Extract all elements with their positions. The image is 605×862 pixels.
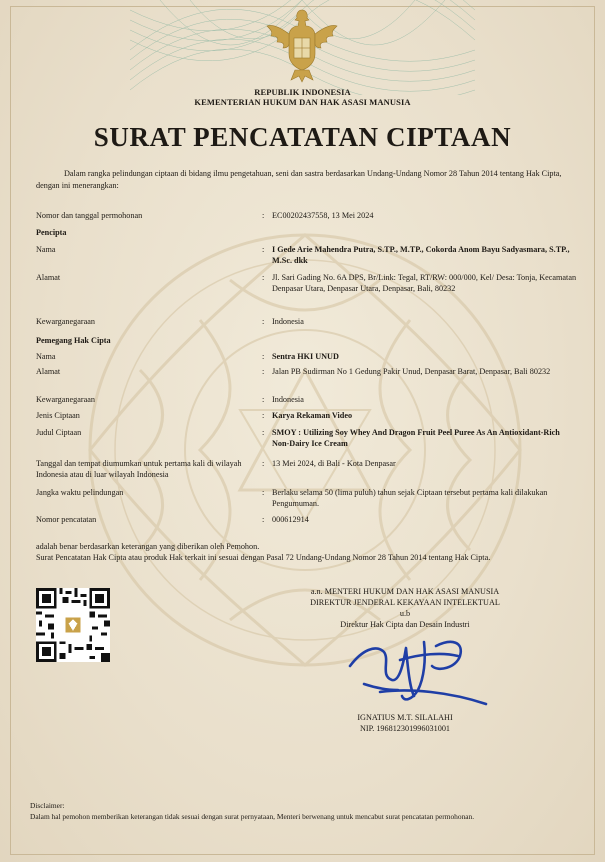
signatory-line-3: u.b [399,609,411,618]
intro-paragraph: Dalam rangka pelindungan ciptaan di bidang ilmu pengetahuan, seni dan sastra berdasarkan Undang-Undang Nomor 28 Tahun 2014 tentang Hak Cipta, dengan ini menerangkan: [36,169,562,191]
colon: : [262,273,265,282]
colon: : [262,411,265,420]
application-label: Nomor dan tanggal permohonan [36,211,143,220]
holder-nationality-value: Indonesia [272,395,304,404]
colon: : [262,395,265,404]
announcement-label: Tanggal dan tempat diumumkan untuk pertama kali di wilayah Indonesia atau di luar wilayah Indonesia [36,459,242,479]
colon: : [262,428,265,437]
creator-nationality-value: Indonesia [272,317,304,326]
disclaimer-title: Disclaimer: [30,801,65,810]
creator-name-label: Nama [36,245,56,254]
colon: : [262,245,265,254]
closing-line-1: adalah benar berdasarkan keterangan yang diberikan oleh Pemohon. [36,542,260,551]
colon: : [262,352,265,361]
signatory-line-4: Direktur Hak Cipta dan Desain Industri [340,620,470,629]
qr-code [36,588,110,662]
colon: : [262,211,265,220]
holder-section-title: Pemegang Hak Cipta [36,336,111,345]
holder-address-label: Alamat [36,367,61,376]
garuda-emblem-icon [265,4,339,84]
signatory-name: IGNATIUS M.T. SILALAHI [357,713,453,722]
colon: : [262,459,265,468]
work-type-value: Karya Rekaman Video [272,411,353,420]
creator-address-value: Jl. Sari Gading No. 6A DPS, Br/Link: Tegal, RT/RW: 000/000, Kel/ Desa: Tonja, Kecamatan Denpasar Utara, Denpasar Utara, Denpasar, Bali, 80232 [272,273,577,293]
holder-nationality-label: Kewarganegaraan [36,395,95,404]
handwritten-signature [340,630,490,710]
header-republic: REPUBLIK INDONESIA [254,87,351,97]
colon: : [262,488,265,497]
announcement-value: 13 Mei 2024, di Bali - Kota Denpasar [272,459,396,468]
protection-period-value: Berlaku selama 50 (lima puluh) tahun sejak Ciptaan tersebut pertama kali dilakukan Pengumuman. [272,488,548,508]
closing-line-2: Surat Pencatatan Hak Cipta atau produk Hak terkait ini sesuai dengan Pasal 72 Undang-Undang Nomor 28 Tahun 2014 tentang Hak Cipta. [36,553,491,562]
holder-address-value: Jalan PB Sudirman No 1 Gedung Pakir Unud, Denpasar Barat, Denpasar, Bali 80232 [272,367,551,376]
colon: : [262,515,265,524]
work-type-label: Jenis Ciptaan [36,411,80,420]
creator-section-title: Pencipta [36,228,67,237]
creator-address-label: Alamat [36,273,61,282]
signatory-line-1: a.n. MENTERI HUKUM DAN HAK ASASI MANUSIA [310,587,500,596]
disclaimer-text: Dalam hal pemohon memberikan keterangan tidak sesuai dengan surat pernyataan, Menteri berwenang untuk mencabut surat pencatatan permohonan. [30,812,475,821]
holder-name-label: Nama [36,352,56,361]
record-number-value: 000612914 [272,515,309,524]
record-number-label: Nomor pencatatan [36,515,97,524]
colon: : [262,367,265,376]
application-value: EC00202437558, 13 Mei 2024 [272,211,374,220]
signatory-line-2: DIREKTUR JENDERAL KEKAYAAN INTELEKTUAL [310,598,500,607]
colon: : [262,317,265,326]
signatory-nip: NIP. 196812301996031001 [359,724,451,733]
protection-period-label: Jangka waktu pelindungan [36,488,124,497]
work-title-value: SMOY : Utilizing Soy Whey And Dragon Fruit Peel Puree As An Antioxidant-Rich Non-Dairy Ice Cream [272,428,560,448]
creator-nationality-label: Kewarganegaraan [36,317,95,326]
creator-name-value: I Gede Arie Mahendra Putra, S.TP., M.TP., Cokorda Anom Bayu Sadyasmara, S.TP., M.Sc. dkk [272,245,570,265]
work-title-label: Judul Ciptaan [36,428,82,437]
holder-name-value: Sentra HKI UNUD [272,352,339,361]
header-ministry: KEMENTERIAN HUKUM DAN HAK ASASI MANUSIA [194,97,411,107]
document-title: SURAT PENCATATAN CIPTAAN [93,122,512,152]
